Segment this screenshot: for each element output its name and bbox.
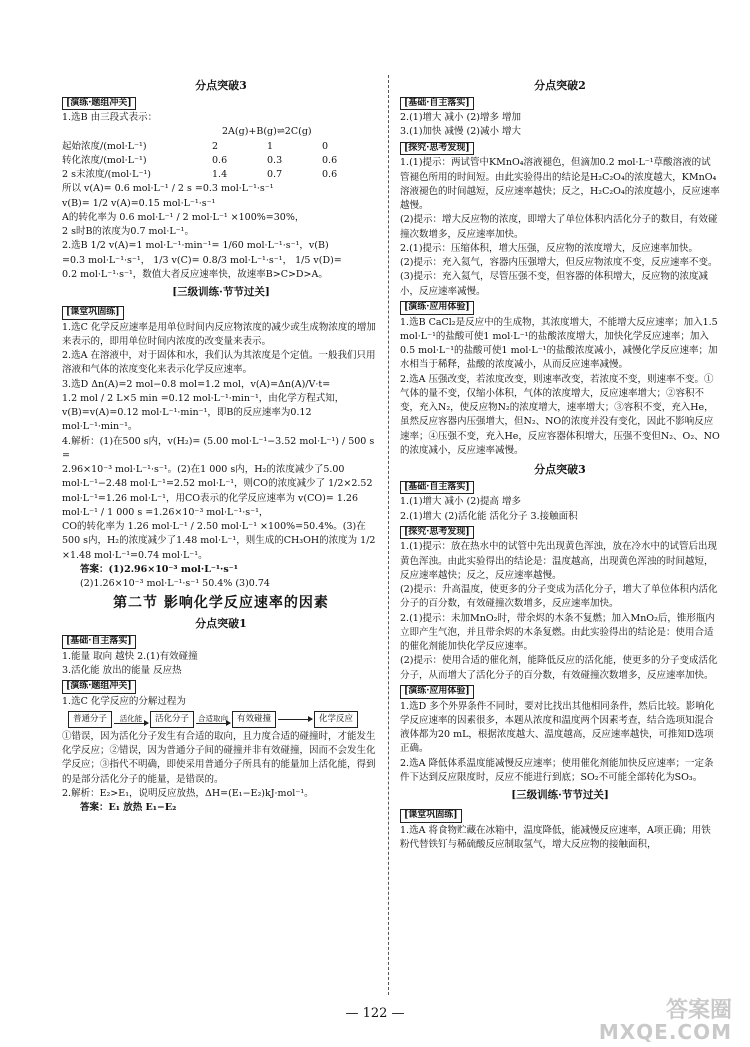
equation: 2A(g)+B(g)⇌2C(g) — [222, 126, 312, 138]
table-cell: 0.6 — [322, 154, 338, 166]
tag-label: [基础·自主落实] — [62, 635, 136, 649]
answer-line: (2)1.26×10⁻³ mol·L⁻¹·s⁻¹ 50.4% (3)0.74 — [80, 578, 270, 590]
flow-box: 化学反应 — [314, 711, 358, 728]
tag-label: [基础·自主落实] — [400, 481, 474, 495]
text-line: 4.解析：(1)在500 s内，v(H₂)= (5.00 mol·L⁻¹−3.52 mol·L⁻¹) / 500 s = — [62, 435, 375, 461]
section-title: 分点突破2 — [534, 79, 586, 92]
text-line: (2)提示：增大反应物的浓度，即增大了单位体积内活化分子的数目，有效碰撞次数增多，反应速率加快。 — [400, 214, 718, 240]
flow-box: 活化分子 — [150, 711, 194, 728]
text-line: 1.2 mol / 2 L×5 min =0.12 mol·L⁻¹·min⁻¹，由化学方程式知，v(B)=v(A)=0.12 mol·L⁻¹·min⁻¹，即B的反应速率为0.12 mol·L⁻¹·min⁻¹。 — [62, 392, 345, 433]
flow-arrow — [196, 715, 230, 724]
text-line: A的转化率为 0.6 mol·L⁻¹ / 2 mol·L⁻¹ ×100%=30%， — [62, 211, 305, 223]
text-line: 3.选D Δn(A)=2 mol−0.8 mol=1.2 mol，v(A)=Δn(A)/V·t= — [62, 378, 331, 390]
section-title: 分点突破3 — [195, 79, 247, 92]
watermark-text: 答案圈 — [665, 998, 732, 1023]
table-cell: 0.3 — [267, 154, 283, 166]
text-line: 2.(1)增大 (2)活化能 活化分子 3.接触面积 — [400, 510, 578, 522]
watermark-logo — [599, 1000, 732, 1042]
text-line: v(B)= 1/2 v(A)=0.15 mol·L⁻¹·s⁻¹ — [62, 197, 216, 209]
tag-label: [演练·应用体验] — [400, 685, 474, 699]
flow-arrow — [278, 719, 312, 720]
table-cell: 2 s末浓度/(mol·L⁻¹) — [62, 169, 151, 181]
text-line: 2.选A 在溶液中，对于固体和水，我们认为其浓度是个定值。一般我们只用溶液和气体的浓度变化来表示化学反应速率。 — [62, 350, 376, 376]
reaction-flow-diagram — [68, 711, 380, 728]
text-line: 1.选A 将食物贮藏在冰箱中，温度降低，能减慢反应速率，A项正确；用铁粉代替铁钉与稀硫酸反应制取氢气，增大反应物的接触面积， — [400, 824, 711, 850]
tag-label: [探究·思考发现] — [400, 526, 474, 540]
tag-label: [探究·思考发现] — [400, 142, 474, 156]
text-line: 2.96×10⁻³ mol·L⁻¹·s⁻¹。(2)在1 000 s内，H₂的浓度减少了5.00 mol·L⁻¹−2.48 mol·L⁻¹=2.52 mol·L⁻¹，则CO的浓度减少了 1/2×2.52 mol·L⁻¹=1.26 mol·L⁻¹，用CO表示的化学反应速率为 v(CO)= 1.26 mol·L⁻¹ / 1 000 s =1.26×10⁻³ mol·L⁻¹·s⁻¹， — [62, 464, 373, 518]
tag-label: [课堂巩固练] — [62, 306, 124, 320]
table-cell: 1 — [267, 140, 274, 152]
section-banner: [三级训练·节节过关] — [511, 789, 609, 802]
text-line: 1.(1)提示：两试管中KMnO₄溶液褪色，但滴加0.2 mol·L⁻¹草酸溶液的试管褪色所用的时间短。由此实验得出的结论是H₂C₂O₄的浓度越大，KMnO₄溶液褪色的时间越短，反应速率越快；反之，H₂C₂O₄的浓度越小，反应速率越慢。 — [400, 157, 720, 212]
text-line: 3.活化能 放出的能量 反应热 — [62, 664, 182, 676]
watermark-url: MXQE.COM — [598, 1020, 732, 1044]
text-line: 1.选B CaCl₂是反应中的生成物，其浓度增大，不能增大反应速率；加入1.5 mol·L⁻¹的盐酸可使1 mol·L⁻¹的盐酸浓度增大，加快化学反应速率；加入0.5 mol·L⁻¹的盐酸可使1 mol·L⁻¹的盐酸浓度减小，减慢化学反应速率；加水相当于稀释，盐酸的浓度减小，从而反应速率减慢。 — [400, 316, 718, 371]
flow-box: 有效碰撞 — [232, 711, 276, 728]
text-line: 1.选C 化学反应的分解过程为 — [62, 695, 186, 707]
column-divider — [388, 75, 389, 995]
text-line: (2)提示：使用合适的催化剂，能降低反应的活化能，使更多的分子变成活化分子，从而增大了活化分子的百分数，有效碰撞次数增多，反应速率加快。 — [400, 655, 718, 681]
table-cell: 0.6 — [322, 169, 338, 181]
table-cell: 1.4 — [212, 169, 228, 181]
answer-line: 答案：(1)2.96×10⁻³ mol·L⁻¹·s⁻¹ — [80, 563, 238, 575]
tag-label: [基础·自主落实] — [400, 97, 474, 111]
table-cell: 0.7 — [267, 169, 283, 181]
text-line: CO的转化率为 1.26 mol·L⁻¹ / 2.50 mol·L⁻¹ ×100%=50.4%。(3)在500 s内，H₂的浓度减少了1.48 mol·L⁻¹，则生成的CH₃OH的浓度为 1/2 ×1.48 mol·L⁻¹=0.74 mol·L⁻¹。 — [62, 521, 376, 561]
text-line: 2.(1)提示：未加MnO₂时，带余烬的木条不复燃；加入MnO₂后，锥形瓶内立即产生气泡，并且带余烬的木条复燃。由此实验得出的结论是：使用合适的催化剂能加快化学反应速率。 — [400, 612, 715, 653]
section-banner: [三级训练·节节过关] — [172, 286, 270, 299]
chapter-title: 第二节 影响化学反应速率的因素 — [113, 595, 329, 612]
text-line: 2.(1)增大 减小 (2)增多 增加 — [400, 112, 522, 124]
flow-arrow-label: 活化能 — [119, 713, 143, 723]
text-line: =0.3 mol·L⁻¹·s⁻¹， 1/3 v(C)= 0.8/3 mol·L⁻¹·s⁻¹， 1/5 v(D)= — [62, 254, 342, 266]
table-cell: 0 — [322, 140, 329, 152]
text-line: (3)提示：充入氦气，尽管压强不变，但容器的体积增大，反应物的浓度减小，反应速率减慢。 — [400, 271, 708, 297]
section-title: 分点突破1 — [195, 617, 247, 631]
tag-label: [课堂巩固练] — [400, 809, 462, 823]
page-number: — 122 — — [345, 1006, 405, 1021]
text-line: 所以 v(A)= 0.6 mol·L⁻¹ / 2 s =0.3 mol·L⁻¹·s⁻¹ — [62, 183, 274, 195]
text-line: 2.选B 1/2 v(A)=1 mol·L⁻¹·min⁻¹= 1/60 mol·L⁻¹·s⁻¹，v(B) — [62, 240, 329, 252]
text-line: 1.能量 取向 越快 2.(1)有效碰撞 — [62, 650, 198, 662]
text-line: 3.(1)加快 减慢 (2)减小 增大 — [400, 126, 522, 138]
text-line: 1.(1)提示：放在热水中的试管中先出现黄色浑浊，放在冷水中的试管后出现黄色浑浊。由此实验得出的结论是：温度越高，出现黄色浑浊的时间越短，反应速率越快；反之，反应速率越慢。 — [400, 541, 718, 581]
text-line: 2.选A 压强改变，若浓度改变，则速率改变，若浓度不变，则速率不变。①气体的量不变，仅缩小体积，气体的浓度增大，反应速率增大；②容积不变，充入N₂，使反应物N₂的浓度增大，速率增大；③容积不变，充入He，虽然反应容器内压强增大，但N₂、NO的浓度并没有变化，因此不影响反应速率；④压强不变，充入He，反应容器体积增大，压强不变但N₂、O₂、NO的浓度减小，反应速率减慢。 — [400, 373, 720, 456]
text-line: 1.选C 化学反应速率是用单位时间内反应物浓度的减少或生成物浓度的增加来表示的，即用单位时间内浓度的改变量来表示。 — [62, 321, 376, 347]
flow-box: 普通分子 — [68, 711, 112, 728]
flow-arrow-label: 合适取向 — [198, 713, 229, 723]
right-column — [400, 0, 720, 852]
text-line: 1.(1)增大 减小 (2)提高 增多 — [400, 496, 522, 508]
section-title: 分点突破3 — [534, 463, 586, 477]
left-column — [62, 0, 380, 815]
three-stage-table — [62, 140, 380, 183]
text-line: 2.选A 降低体系温度能减慢反应速率；使用催化剂能加快反应速率；一定条件下达到反应限度时，反应不能进行到底；SO₂不可能全部转化为SO₃。 — [400, 757, 714, 783]
text-line: 2.(1)提示：压缩体积，增大压强，反应物的浓度增大，反应速率加快。 — [400, 242, 699, 254]
tag-label: [演练·应用体验] — [400, 301, 474, 315]
flow-arrow — [114, 715, 148, 724]
answer-line: 答案：E₁ 放热 E₁−E₂ — [80, 802, 177, 813]
table-cell: 0.6 — [212, 154, 228, 166]
text-line: (2)提示：充入氦气，容器内压强增大，但反应物浓度不变，反应速率不变。 — [400, 257, 718, 269]
tag-label: [演练·题组冲关] — [62, 97, 136, 111]
table-cell: 2 — [212, 140, 219, 152]
text-line: 0.2 mol·L⁻¹·s⁻¹，数值大者反应速率快，故速率B>C>D>A。 — [62, 268, 328, 280]
text-line: ①错误，因为活化分子发生有合适的取向，且力度合适的碰撞时，才能发生化学反应；②错误，因为普通分子间的碰撞并非有效碰撞，因而不会发生化学反应；③指代不明确，即使采用普通分子所具有的能量加上活化能，得到的是部分活化分子的能量，是错误的。 — [62, 730, 376, 785]
text-line: (2)提示：升高温度，使更多的分子变成为活化分子，增大了单位体积内活化分子的百分数，有效碰撞次数增多，反应速率加快。 — [400, 584, 718, 610]
table-cell: 起始浓度/(mol·L⁻¹) — [62, 140, 147, 152]
text-line: 1.选B 由三段式表示： — [62, 112, 158, 124]
tag-label: [演练·题组冲关] — [62, 680, 136, 694]
table-cell: 转化浓度/(mol·L⁻¹) — [62, 154, 147, 166]
text-line: 2 s时B的浓度为0.7 mol·L⁻¹。 — [62, 226, 194, 238]
text-line: 1.选D 多个外界条件不同时，要对比找出其他相同条件，然后比较。影响化学反应速率的因素很多，本题从浓度和温度两个因素考查，结合选项知混合液体都为20 mL，根据浓度越大、温度越高，反应速率越快，可推知D选项正确。 — [400, 700, 715, 755]
text-line: 2.解析：E₂>E₁，说明反应放热，ΔH=(E₁−E₂)kJ·mol⁻¹。 — [62, 787, 314, 799]
